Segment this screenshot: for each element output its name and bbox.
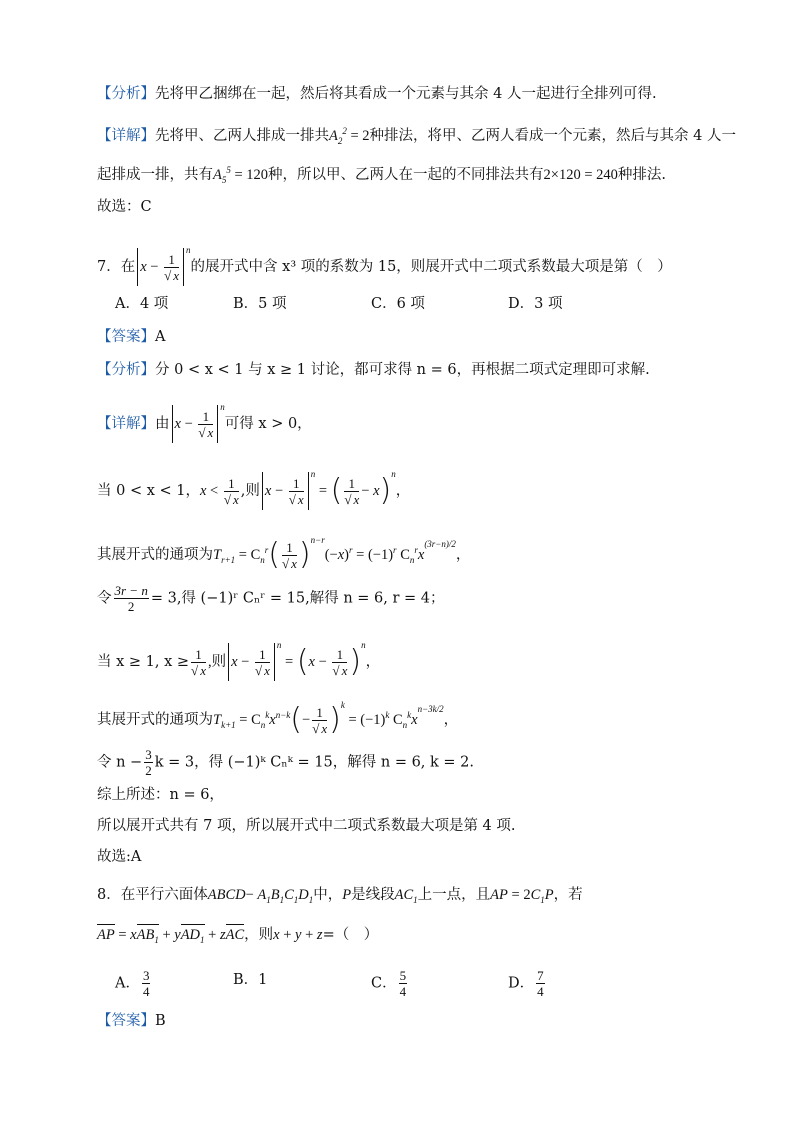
q8-stem-e: ，若 — [553, 887, 583, 903]
q8-option-b[interactable]: B．1 — [233, 972, 268, 988]
q8-option-d[interactable]: D． $\frac{7}{4}$ — [508, 968, 544, 999]
q8-stem-line-1: 8．在平行六面体ABCD− $A_1B_1C_1D_1$中，P是线段$AC_1$上一点，且AP = $2C_1P$，若 — [97, 887, 583, 905]
q8-option-a[interactable]: A． $\frac{3}{4}$ — [115, 968, 150, 999]
q7-detail-line: 【详解】由 x − $\frac{1}{√ x}$ $^n$可得 x > 0， — [97, 397, 312, 443]
q6-detail-text-a: 先将甲、乙两人排成一排共 — [155, 127, 329, 144]
q7-so: 所以展开式共有 7 项，所以展开式中二项式系数最大项是第 4 项. — [97, 818, 516, 834]
q7-analysis-text: 分 0 < x < 1 与 x ≥ 1 讨论，都可求得 n = 6，再根据二项式定理即可求解. — [155, 362, 650, 378]
q6-formula-a22: $A_2^2 = 2$ — [329, 126, 370, 146]
q6-conclusion: 故选：C — [97, 199, 152, 215]
q6-detail-line-1 — [97, 121, 736, 151]
q8-stem-c: 是线段 — [351, 887, 395, 903]
detail-tag: 【详解】 — [97, 127, 155, 144]
q7-case1-then: ,则 — [240, 483, 260, 499]
answer-tag: 【答案】 — [97, 329, 155, 345]
q7-option-a[interactable]: A．4 项 — [115, 296, 169, 312]
q8-stem-b: 中， — [313, 887, 343, 903]
q8-option-d-label: D． — [508, 975, 535, 992]
q7-general1-text: 其展开式的通项为 — [97, 547, 213, 563]
q8-option-c[interactable]: C． $\frac{5}{4}$ — [371, 968, 407, 999]
q6-detail-text-b: 种排法，将甲、乙两人看成一个元素，然后与其余 4 人一 — [369, 127, 736, 144]
q7-let1-text: 令 — [97, 590, 112, 607]
q6-analysis-line — [97, 84, 657, 104]
q7-conclusion: 故选:A — [97, 849, 142, 865]
q6-detail-text-c: 起排成一排，共有 — [97, 166, 213, 183]
analysis-tag: 【分析】 — [97, 86, 155, 102]
q7-case2-text: 当 x ≥ 1, x ≥ — [97, 654, 190, 670]
detail-tag: 【详解】 — [97, 416, 155, 432]
q7-option-c[interactable]: C．6 项 — [371, 296, 425, 312]
q6-detail-text-d: 种，所以甲、乙两人在一起的不同排法共有 — [268, 166, 544, 183]
q7-let1-rest: = 3,得 (−1)ʳ Cₙʳ = 15,解得 n = 6, r = 4； — [150, 590, 445, 607]
q6-detail-text-e: 种排法. — [617, 166, 667, 183]
q8-option-c-label: C． — [371, 975, 397, 992]
q7-let2-text: 令 n − — [97, 754, 143, 771]
q7-general2-text: 其展开式的通项为 — [97, 712, 213, 728]
q7-let-1: 令 $\frac{3r - n}{2}$ = 3,得 (−1)ʳ Cₙʳ = 15,解得 n = 6, r = 4； — [97, 583, 445, 614]
q7-answer-value: A — [155, 329, 166, 345]
answer-tag: 【答案】 — [97, 1013, 155, 1029]
q8-stem-line-2: AP = xAB$_1$ + yAD$_1$ + zAC，则x + y + z=（ ） — [97, 925, 378, 950]
q7-detail-b: 可得 x > 0， — [224, 416, 312, 432]
q7-stem-text: 的展开式中含 x³ 项的系数为 15，则展开式中二项式系数最大项是第（ ） — [190, 259, 672, 275]
q7-number: 7．在 — [97, 259, 136, 275]
q7-detail-a: 由 — [155, 416, 170, 432]
q7-stem: 7．在 x − $\frac{1}{√ x}$ $^n$的展开式中含 x³ 项的系数为 15，则展开式中二项式系数最大项是第（ ） — [97, 240, 672, 286]
q7-general-term-1: 其展开式的通项为$T_{r+1} = C_n^r$( $\frac{1}{√ x}$ )$^{n-r}(-x)^r = (-1)^r$ $C_n^rx^{(3r-n)/2}$， — [97, 535, 471, 572]
q7-case1-text: 当 0 < x < 1， — [97, 483, 200, 499]
q8-stem-g: =（ ） — [322, 927, 379, 943]
analysis-tag: 【分析】 — [97, 362, 155, 378]
q8-answer-value: B — [155, 1013, 166, 1029]
q6-formula-a55: $A_5^5 = 120$ — [213, 165, 269, 185]
q7-answer — [97, 327, 165, 347]
q7-analysis — [97, 360, 650, 380]
q8-stem-d: 上一点，且 — [417, 887, 491, 903]
q7-option-b[interactable]: B．5 项 — [233, 296, 287, 312]
q6-formula-product: 2×120 = 240 — [543, 166, 618, 183]
q7-summary: 综上所述：n = 6， — [97, 787, 224, 803]
q8-stem-a: 8．在平行六面体 — [97, 887, 208, 903]
q7-case1: 当 0 < x < 1，x < $\frac{1}{√ x}$ ,则 x − $\frac{1}{√ x}$ $^n$ = ( $\frac{1}{√ x}$ − x)$^n$， — [97, 469, 411, 508]
q7-let2-rest: k = 3，得 (−1)ᵏ Cₙᵏ = 15，解得 n = 6, k = 2. — [154, 754, 475, 771]
q8-answer — [97, 1011, 166, 1031]
q8-option-a-label: A． — [115, 975, 140, 992]
q7-case2: 当 x ≥ 1, x ≥ $\frac{1}{√ x}$ ,则 x − $\frac{1}{√ x}$ $^n$ = (x − $\frac{1}{√ x}$ )$^n$， — [97, 640, 381, 679]
q8-stem-f: ，则 — [244, 927, 274, 943]
q6-detail-line-2 — [97, 160, 666, 190]
q6-analysis-text: 先将甲乙捆绑在一起，然后将其看成一个元素与其余 4 人一起进行全排列可得. — [155, 86, 657, 102]
q7-general-term-2: 其展开式的通项为$T_{k+1} = C_n^kx^{n-k}(-$ $\frac{1}{√ x}$ )$^k = (-1)^k$ $C_n^kx^{n-3k/2}$， — [97, 700, 459, 737]
q7-let-2: 令 n − $\frac{3}{2}$ k = 3，得 (−1)ᵏ Cₙᵏ = 15，解得 n = 6, k = 2. — [97, 747, 475, 778]
q7-option-d[interactable]: D．3 项 — [508, 296, 563, 312]
